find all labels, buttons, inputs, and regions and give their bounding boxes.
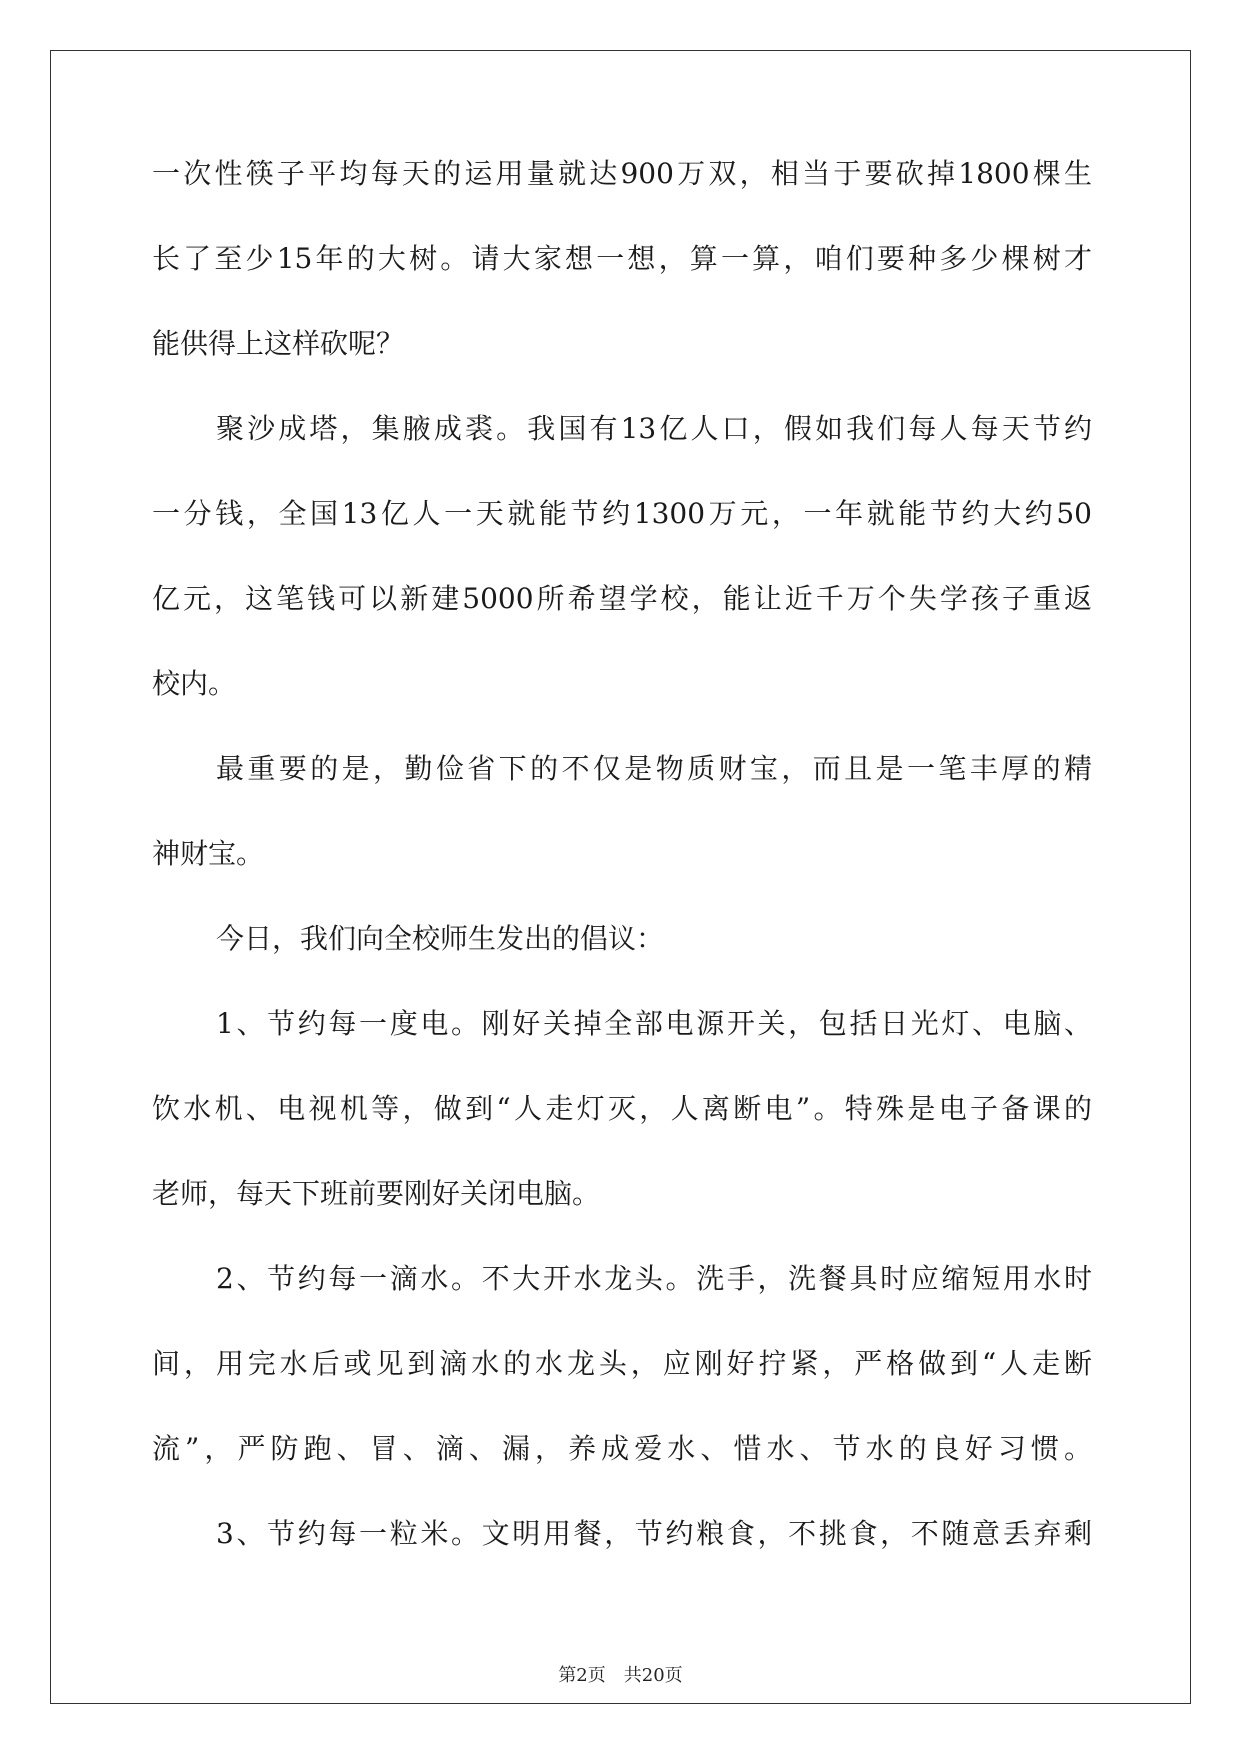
text-line: 神财宝。: [152, 837, 265, 870]
document-body: [152, 157, 1092, 1605]
page-total: 共20页: [623, 1665, 683, 1686]
text-line: 亿元，这笔钱可以新建5000所希望学校，能让近千万个失学孩子重返: [152, 582, 1092, 615]
text-line: 一分钱，全国13亿人一天就能节约1300万元，一年就能节约大约50: [152, 497, 1092, 530]
text-line: 长了至少15年的大树。请大家想一想，算一算，咱们要种多少棵树才: [152, 242, 1092, 275]
text-line: 2、节约每一滴水。不大开水龙头。洗手，洗餐具时应缩短用水时: [216, 1262, 1092, 1295]
text-line: 一次性筷子平均每天的运用量就达900万双，相当于要砍掉1800棵生: [152, 157, 1092, 190]
text-line: 流”，严防跑、冒、滴、漏，养成爱水、惜水、节水的良好习惯。: [152, 1432, 1092, 1465]
text-line: 能供得上这样砍呢？: [152, 327, 405, 360]
text-line: 3、节约每一粒米。文明用餐，节约粮食，不挑食，不随意丢弃剩: [216, 1517, 1092, 1550]
text-line: 最重要的是，勤俭省下的不仅是物质财宝，而且是一笔丰厚的精: [216, 752, 1092, 785]
page-footer: [0, 1666, 1241, 1686]
text-line: 饮水机、电视机等，做到“人走灯灭，人离断电”。特殊是电子备课的: [152, 1092, 1092, 1125]
text-line: 校内。: [152, 667, 237, 700]
text-line: 间，用完水后或见到滴水的水龙头，应刚好拧紧，严格做到“人走断: [152, 1347, 1092, 1380]
text-line: 聚沙成塔，集腋成裘。我国有13亿人口，假如我们每人每天节约: [216, 412, 1092, 445]
text-line: 今日，我们向全校师生发出的倡议：: [216, 922, 665, 955]
page-number: 第2页: [558, 1665, 606, 1686]
text-line: 老师，每天下班前要刚好关闭电脑。: [152, 1177, 601, 1210]
text-line: 1、节约每一度电。刚好关掉全部电源开关，包括日光灯、电脑、: [216, 1007, 1092, 1040]
